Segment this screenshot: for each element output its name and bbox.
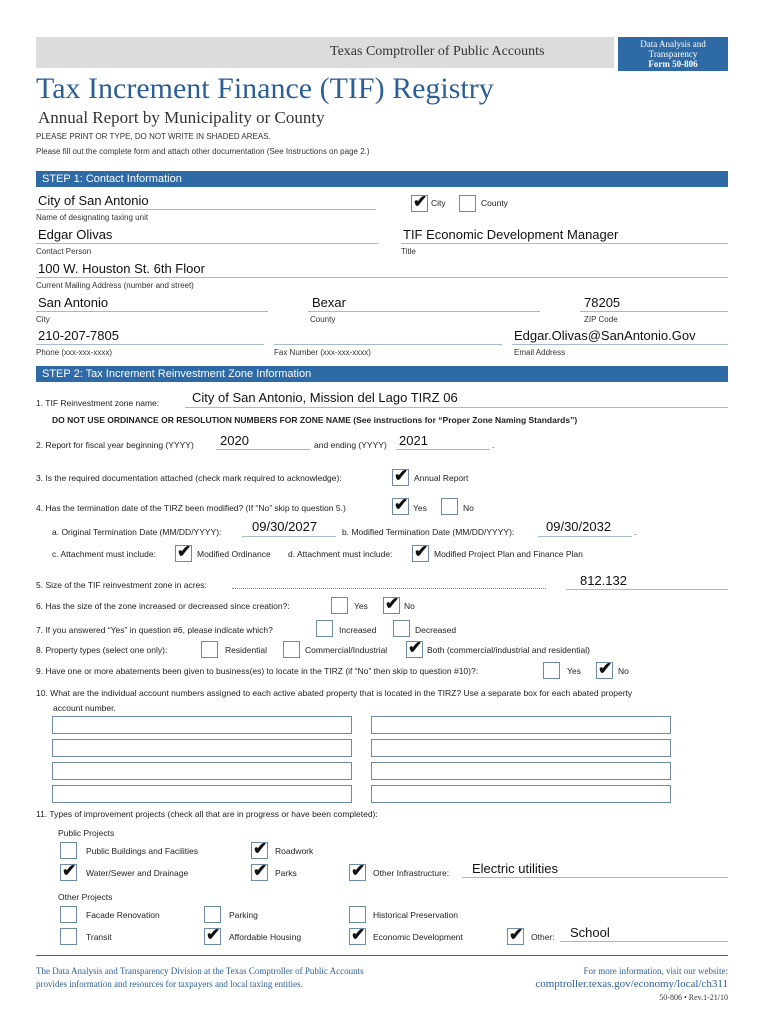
footer-website-link[interactable]: comptroller.texas.gov/economy/local/ch311	[535, 978, 728, 990]
other-infrastructure-value[interactable]: Electric utilities	[472, 861, 558, 876]
city-value[interactable]: San Antonio	[38, 295, 109, 310]
water-sewer-checkbox[interactable]	[60, 861, 77, 881]
q6-label: 6. Has the size of the zone increased or decreased since creation?:	[36, 601, 290, 611]
q4-label: 4. Has the termination date of the TIRZ been modified? (If “No” skip to question 5.)	[36, 503, 346, 513]
instructions-print: PLEASE PRINT OR TYPE, DO NOT WRITE IN SHADED AREAS.	[36, 132, 271, 141]
footer-revision: 50-806 • Rev.1-21/10	[659, 993, 728, 1002]
zip-line	[580, 311, 728, 312]
account-number-box-3[interactable]	[52, 739, 352, 757]
county-option-label: County	[481, 198, 508, 208]
public-buildings-label: Public Buildings and Facilities	[86, 846, 198, 856]
historical-checkbox[interactable]	[349, 906, 366, 923]
public-buildings-checkbox[interactable]	[60, 842, 77, 859]
phone-value[interactable]: 210-207-7805	[38, 328, 119, 343]
q9-label: 9. Have one or more abatements been given to business(es) to locate in the TIRZ (if “No” then skip to question #10)?:	[36, 666, 479, 676]
modified-plan-label: Modified Project Plan and Finance Plan	[434, 549, 583, 559]
q4-yes-checkbox[interactable]	[392, 495, 409, 515]
address-line	[36, 277, 728, 278]
q4-no-label: No	[463, 503, 474, 513]
q2-period: .	[492, 440, 495, 450]
modified-termination-line	[538, 536, 632, 537]
check-mark-icon: ✔	[598, 659, 613, 678]
zip-value[interactable]: 78205	[584, 295, 621, 310]
other-infrastructure-label: Other Infrastructure:	[373, 868, 450, 878]
instructions-fill: Please fill out the complete form and attach other documentation (See Instructions on page 2.)	[36, 147, 370, 156]
division-line2: Transparency	[648, 49, 698, 59]
address-label: Current Mailing Address (number and street)	[36, 281, 194, 290]
q7-increased-label: Increased	[339, 625, 377, 635]
county-checkbox[interactable]	[459, 195, 476, 212]
other-projects-heading: Other Projects	[58, 892, 113, 902]
fiscal-end-line	[396, 449, 490, 450]
account-number-box-8[interactable]	[371, 785, 671, 803]
q4b-label: b. Modified Termination Date (MM/DD/YYYY):	[342, 527, 515, 537]
county-label: County	[310, 315, 336, 324]
city-label: City	[36, 315, 50, 324]
parking-checkbox[interactable]	[204, 906, 221, 923]
q7-decreased-label: Decreased	[415, 625, 457, 635]
check-mark-icon: ✔	[509, 925, 524, 944]
zone-size-value[interactable]: 812.132	[580, 573, 627, 588]
other-project-line	[560, 941, 728, 942]
check-mark-icon: ✔	[394, 495, 409, 514]
other-project-value[interactable]: School	[570, 925, 610, 940]
q4a-label: a. Original Termination Date (MM/DD/YYYY):	[52, 527, 222, 537]
fiscal-begin-line	[216, 449, 310, 450]
q8-commercial-checkbox[interactable]	[283, 641, 300, 658]
check-mark-icon: ✔	[408, 638, 423, 657]
annual-report-checkbox[interactable]	[392, 466, 409, 486]
step1-heading: STEP 1: Contact Information	[36, 171, 728, 187]
zone-name-value[interactable]: City of San Antonio, Mission del Lago TIRZ 06	[192, 390, 458, 405]
affordable-housing-checkbox[interactable]	[204, 925, 221, 945]
check-mark-icon: ✔	[414, 542, 429, 561]
q5-leader-dots	[232, 588, 546, 589]
q8-residential-checkbox[interactable]	[201, 641, 218, 658]
account-number-box-7[interactable]	[52, 785, 352, 803]
address-value[interactable]: 100 W. Houston St. 6th Floor	[38, 261, 205, 276]
facade-checkbox[interactable]	[60, 906, 77, 923]
division-line1: Data Analysis and	[640, 39, 706, 49]
q8-commercial-label: Commercial/Industrial	[305, 645, 388, 655]
check-mark-icon: ✔	[385, 594, 400, 613]
other-project-checkbox[interactable]	[507, 925, 524, 945]
account-number-box-2[interactable]	[371, 716, 671, 734]
roadwork-checkbox[interactable]	[251, 839, 268, 859]
other-infrastructure-checkbox[interactable]	[349, 861, 366, 881]
public-projects-heading: Public Projects	[58, 828, 115, 838]
q1-label: 1. TIF Reinvestment zone name:	[36, 398, 160, 408]
q9-yes-checkbox[interactable]	[543, 662, 560, 679]
check-mark-icon: ✔	[206, 925, 221, 944]
footer-note-line2: provides information and resources for taxpayers and local taxing entities.	[36, 979, 303, 989]
phone-label: Phone (xxx-xxx-xxxx)	[36, 348, 113, 357]
taxing-unit-value[interactable]: City of San Antonio	[38, 193, 149, 208]
q4c-label: c. Attachment must include:	[52, 549, 156, 559]
taxing-unit-label: Name of designating taxing unit	[36, 213, 149, 222]
contact-person-line	[36, 243, 378, 244]
water-sewer-label: Water/Sewer and Drainage	[86, 868, 189, 878]
historical-label: Historical Preservation	[373, 910, 459, 920]
q7-increased-checkbox[interactable]	[316, 620, 333, 637]
original-termination-line	[242, 536, 336, 537]
check-mark-icon: ✔	[177, 542, 192, 561]
q4b-period: .	[634, 527, 637, 537]
fax-label: Fax Number (xxx-xxx-xxxx)	[274, 348, 371, 357]
affordable-housing-label: Affordable Housing	[229, 932, 302, 942]
fiscal-year-end[interactable]: 2021	[399, 433, 428, 448]
modified-plan-checkbox[interactable]	[412, 542, 429, 562]
q3-label: 3. Is the required documentation attached (check mark required to acknowledge):	[36, 473, 342, 483]
economic-development-label: Economic Development	[373, 932, 463, 942]
q2-mid-label: and ending (YYYY)	[314, 440, 387, 450]
parks-checkbox[interactable]	[251, 861, 268, 881]
other-infrastructure-line	[462, 877, 728, 878]
q4-no-checkbox[interactable]	[441, 498, 458, 515]
phone-line	[36, 344, 264, 345]
modified-ordinance-label: Modified Ordinance	[197, 549, 271, 559]
zone-size-line	[566, 589, 728, 590]
check-mark-icon: ✔	[394, 466, 409, 485]
title-line	[401, 243, 728, 244]
title-value[interactable]: TIF Economic Development Manager	[403, 227, 619, 242]
check-mark-icon: ✔	[351, 925, 366, 944]
zip-label: ZIP Code	[584, 315, 618, 324]
step2-heading: STEP 2: Tax Increment Reinvestment Zone Information	[36, 366, 728, 382]
email-value[interactable]: Edgar.Olivas@SanAntonio.Gov	[514, 328, 696, 343]
page-title: Tax Increment Finance (TIF) Registry	[36, 72, 494, 105]
q9-no-checkbox[interactable]	[596, 659, 613, 679]
account-number-box-4[interactable]	[371, 739, 671, 757]
transit-checkbox[interactable]	[60, 928, 77, 945]
facade-label: Facade Renovation	[86, 910, 160, 920]
modified-termination-value[interactable]: 09/30/2032	[546, 519, 612, 534]
city-line	[36, 311, 268, 312]
q9-no-label: No	[618, 666, 629, 676]
q7-label: 7. If you answered “Yes” in question #6, please indicate which?	[36, 625, 273, 635]
account-number-box-1[interactable]	[52, 716, 352, 734]
email-line	[512, 344, 728, 345]
q6-yes-label: Yes	[354, 601, 368, 611]
title-label: Title	[401, 247, 416, 256]
county-line	[308, 311, 540, 312]
check-mark-icon: ✔	[253, 839, 268, 858]
zone-name-note: DO NOT USE ORDINANCE OR RESOLUTION NUMBERS FOR ZONE NAME (See instructions for “Proper Zone Naming Standards”)	[52, 415, 578, 425]
q10-label-line1: 10. What are the individual account numbers assigned to each active abated property that is located in the TIRZ? Use a separate box for each abated property	[36, 688, 633, 698]
footer-divider	[36, 955, 728, 956]
contact-person-label: Contact Person	[36, 247, 92, 256]
check-mark-icon: ✔	[62, 861, 77, 880]
parks-label: Parks	[275, 868, 297, 878]
account-number-box-5[interactable]	[52, 762, 352, 780]
city-option-label: City	[431, 198, 446, 208]
q10-label-line2: account number.	[53, 703, 116, 713]
roadwork-label: Roadwork	[275, 846, 314, 856]
q2-label: 2. Report for fiscal year beginning (YYYY)	[36, 440, 194, 450]
q8-both-checkbox[interactable]	[406, 638, 423, 658]
q7-decreased-checkbox[interactable]	[393, 620, 410, 637]
q6-yes-checkbox[interactable]	[331, 597, 348, 614]
account-number-box-6[interactable]	[371, 762, 671, 780]
original-termination-value[interactable]: 09/30/2027	[252, 519, 318, 534]
q5-label: 5. Size of the TIF reinvestment zone in acres:	[36, 580, 207, 590]
transit-label: Transit	[86, 932, 112, 942]
fax-line	[274, 344, 502, 345]
county-value[interactable]: Bexar	[312, 295, 346, 310]
footer-note-line1: The Data Analysis and Transparency Division at the Texas Comptroller of Public Accounts	[36, 966, 364, 976]
check-mark-icon: ✔	[253, 861, 268, 880]
q6-no-checkbox[interactable]	[383, 594, 400, 614]
email-label: Email Address	[514, 348, 566, 357]
fiscal-year-begin[interactable]: 2020	[220, 433, 249, 448]
check-mark-icon: ✔	[413, 192, 428, 211]
q6-no-label: No	[404, 601, 415, 611]
form-tag	[618, 37, 728, 71]
annual-report-label: Annual Report	[414, 473, 469, 483]
q8-label: 8. Property types (select one only):	[36, 645, 168, 655]
form-number: Form 50-806	[648, 59, 698, 69]
page-subtitle: Annual Report by Municipality or County	[38, 108, 325, 127]
agency-name: Texas Comptroller of Public Accounts	[330, 44, 545, 59]
parking-label: Parking	[229, 910, 258, 920]
q8-both-label: Both (commercial/industrial and residential)	[427, 645, 590, 655]
taxing-unit-line	[36, 209, 376, 210]
q8-residential-label: Residential	[225, 645, 268, 655]
economic-development-checkbox[interactable]	[349, 925, 366, 945]
contact-person-value[interactable]: Edgar Olivas	[38, 227, 113, 242]
other-project-label: Other:	[531, 932, 555, 942]
q4d-label: d. Attachment must include:	[288, 549, 393, 559]
footer-website-intro: For more information, visit our website:	[583, 966, 728, 976]
modified-ordinance-checkbox[interactable]	[175, 542, 192, 562]
q11-label: 11. Types of improvement projects (check all that are in progress or have been completed):	[36, 809, 378, 819]
city-checkbox[interactable]	[411, 192, 428, 212]
q4-yes-label: Yes	[413, 503, 427, 513]
check-mark-icon: ✔	[351, 861, 366, 880]
zone-name-line	[185, 407, 728, 408]
q9-yes-label: Yes	[567, 666, 581, 676]
